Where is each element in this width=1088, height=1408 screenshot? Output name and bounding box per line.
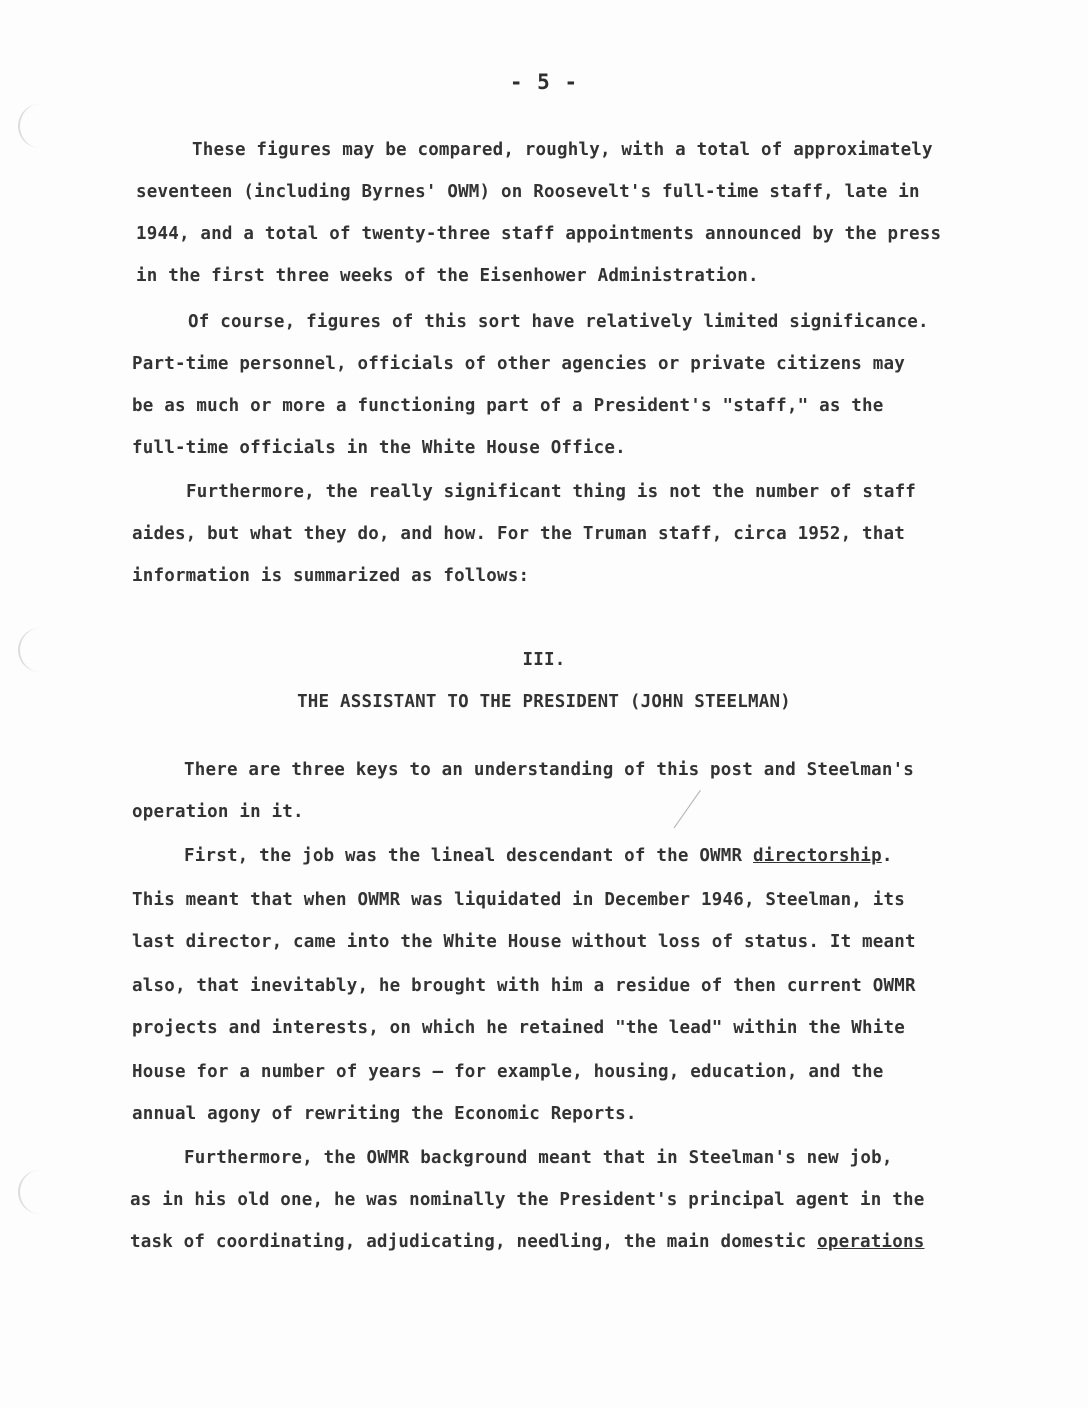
paragraph-6-line-3-text: task of coordinating, adjudicating, needling, the main domestic (130, 1232, 818, 1252)
paragraph-6-line-2: as in his old one, he was nominally the President's principal agent in the (130, 1190, 925, 1210)
underlined-directorship: directorship (753, 846, 882, 866)
underlined-operations: operations (817, 1232, 925, 1252)
page-number: - 5 - (509, 70, 579, 94)
paragraph-5-line-5: projects and interests, on which he retained "the lead" within the White (132, 1018, 905, 1038)
paragraph-5-line-1-text: First, the job was the lineal descendant of the OWMR (184, 846, 754, 866)
section-numeral: III. (522, 650, 566, 670)
paragraph-3-line-1: Furthermore, the really significant thing is not the number of staff (186, 482, 917, 502)
paragraph-5-line-6: House for a number of years — for example, housing, education, and the (132, 1062, 884, 1082)
paragraph-5-line-1 (184, 846, 893, 866)
paragraph-5-line-1-period: . (881, 846, 893, 866)
paragraph-2-line-3: be as much or more a functioning part of a President's "staff," as the (132, 396, 884, 416)
paragraph-4-line-1: There are three keys to an understanding of this post and Steelman's (184, 760, 915, 780)
paragraph-5-line-3: last director, came into the White House without loss of status. It meant (132, 932, 916, 952)
paragraph-1-line-2: seventeen (including Byrnes' OWM) on Roosevelt's full-time staff, late in (136, 182, 920, 202)
paragraph-3-line-2: aides, but what they do, and how. For the Truman staff, circa 1952, that (132, 524, 905, 544)
paragraph-4-line-2: operation in it. (132, 802, 304, 822)
paragraph-5-line-2: This meant that when OWMR was liquidated in December 1946, Steelman, its (132, 890, 905, 910)
paragraph-2-line-2: Part-time personnel, officials of other agencies or private citizens may (132, 354, 905, 374)
paragraph-5-line-4: also, that inevitably, he brought with him a residue of then current OWMR (132, 976, 916, 996)
pencil-mark (674, 790, 701, 828)
paragraph-1-line-3: 1944, and a total of twenty-three staff appointments announced by the press (136, 224, 942, 244)
paragraph-2-line-4: full-time officials in the White House Office. (132, 438, 626, 458)
paragraph-1-line-4: in the first three weeks of the Eisenhower Administration. (136, 266, 759, 286)
punch-hole-top (18, 104, 42, 148)
paragraph-1-line-1: These figures may be compared, roughly, with a total of approximately (192, 140, 933, 160)
paragraph-6-line-1: Furthermore, the OWMR background meant that in Steelman's new job, (184, 1148, 893, 1168)
section-heading: THE ASSISTANT TO THE PRESIDENT (JOHN STEELMAN) (297, 692, 791, 712)
paragraph-6-line-3 (130, 1232, 924, 1252)
paragraph-5-line-7: annual agony of rewriting the Economic Reports. (132, 1104, 637, 1124)
paragraph-3-line-3: information is summarized as follows: (132, 566, 530, 586)
punch-hole-bottom (18, 1170, 42, 1214)
paragraph-2-line-1: Of course, figures of this sort have relatively limited significance. (188, 312, 929, 332)
